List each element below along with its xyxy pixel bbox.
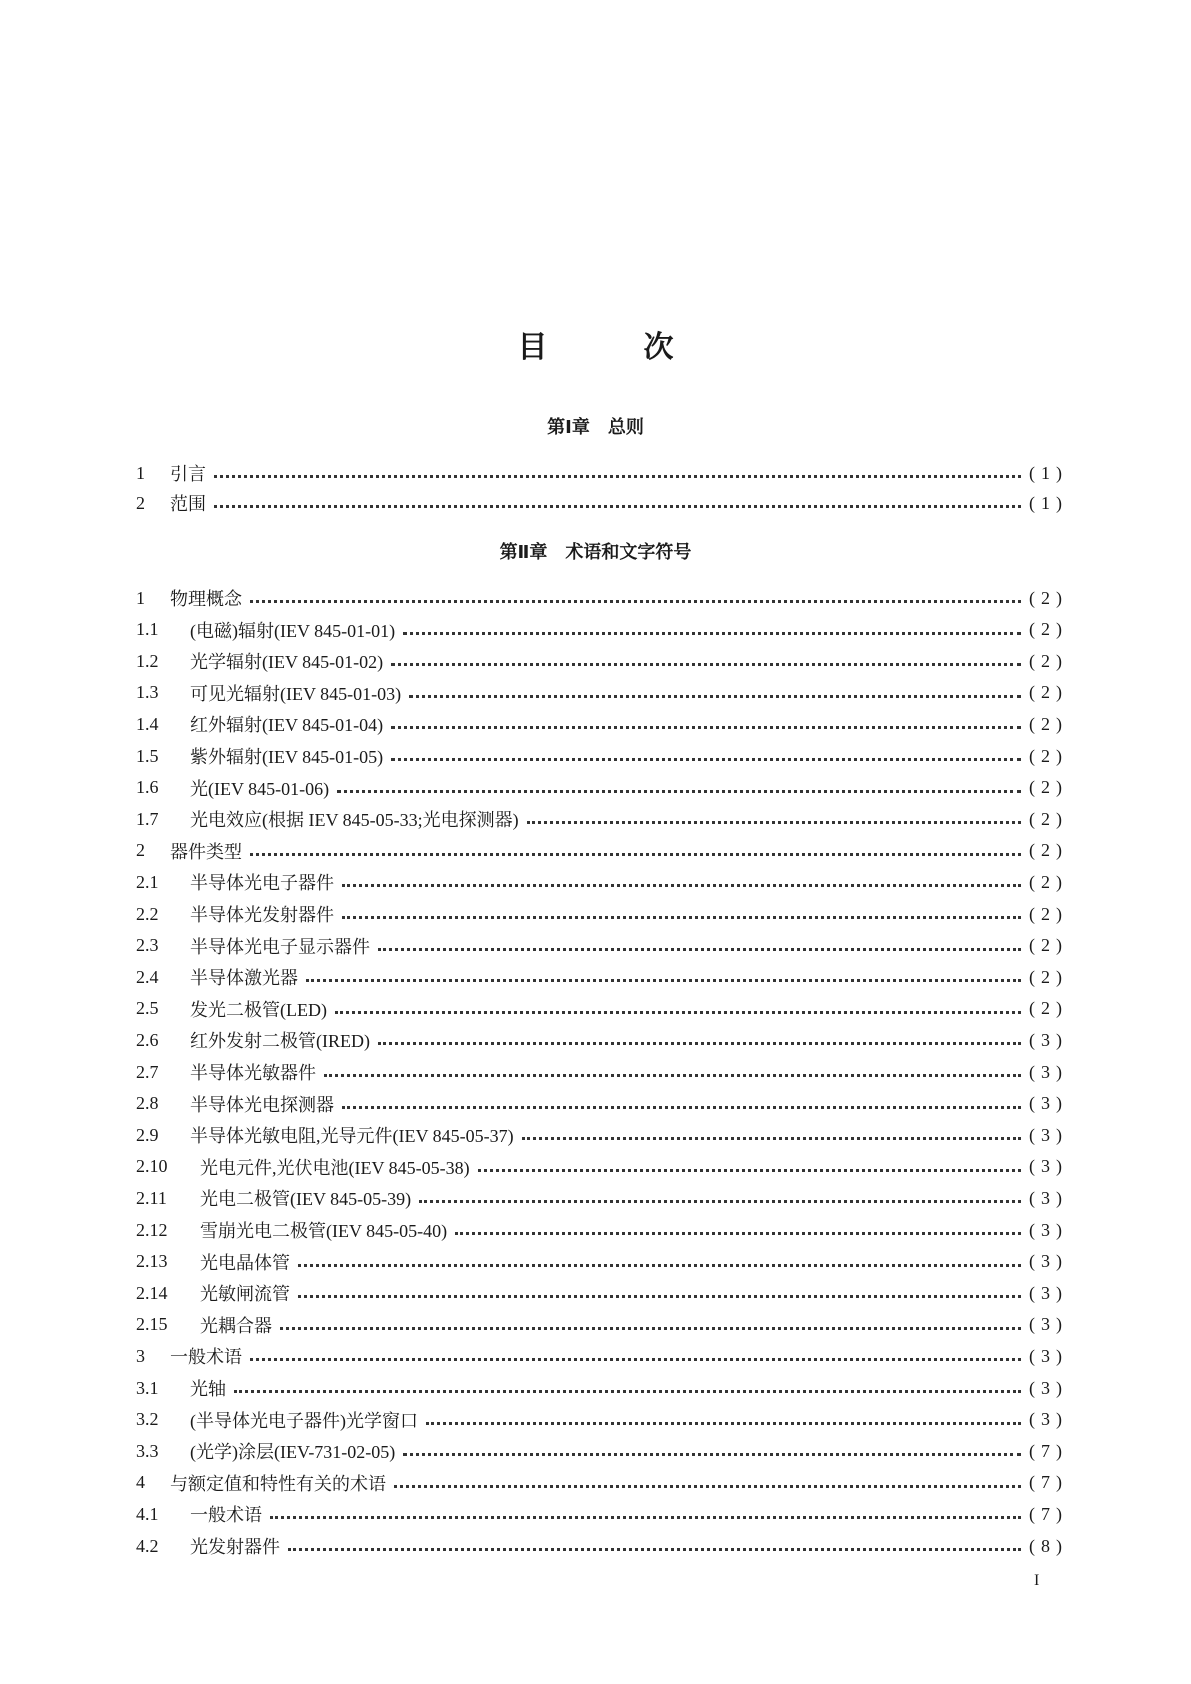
entry-page: (2) bbox=[1029, 777, 1068, 798]
dot-leader bbox=[250, 1343, 1021, 1369]
entry-page: (7) bbox=[1029, 1503, 1068, 1524]
toc-entry[interactable] bbox=[136, 1470, 1068, 1496]
entry-title: 与额定值和特性有关的术语 bbox=[170, 1473, 386, 1494]
dot-leader bbox=[478, 1154, 1021, 1180]
entry-page: (3) bbox=[1029, 1282, 1068, 1303]
toc-entry[interactable] bbox=[136, 460, 1068, 486]
entry-title: 半导体激光器 bbox=[190, 968, 298, 989]
chapter-heading: 第Ⅰ章 总则 bbox=[547, 417, 644, 438]
toc-entry[interactable] bbox=[136, 1343, 1068, 1369]
toc-entry[interactable] bbox=[136, 1501, 1068, 1527]
dot-leader bbox=[298, 1280, 1021, 1306]
dot-leader bbox=[270, 1501, 1021, 1527]
entry-title: 红外发射二极管(IRED) bbox=[190, 1031, 370, 1052]
entry-title: 光轴 bbox=[190, 1379, 226, 1399]
entry-title: 光(IEV 845-01-06) bbox=[190, 778, 330, 799]
entry-title: 一般术语 bbox=[190, 1505, 262, 1526]
entry-title: 半导体光电子显示器件 bbox=[190, 936, 370, 957]
toc-entry[interactable] bbox=[136, 1154, 1068, 1180]
entry-number: 2.11 bbox=[136, 1187, 167, 1208]
page-title bbox=[0, 322, 1191, 366]
toc-entry[interactable] bbox=[136, 838, 1068, 864]
dot-leader bbox=[391, 743, 1021, 769]
entry-page: (2) bbox=[1029, 619, 1068, 640]
dot-leader bbox=[250, 838, 1021, 864]
entry-number: 2.4 bbox=[136, 966, 159, 987]
entry-page: (7) bbox=[1029, 1440, 1068, 1461]
toc-entry[interactable] bbox=[136, 585, 1068, 611]
entry-title: 光敏闸流管 bbox=[200, 1284, 290, 1305]
dot-leader bbox=[342, 901, 1021, 927]
dot-leader bbox=[335, 996, 1021, 1022]
entry-number: 2.8 bbox=[136, 1093, 159, 1114]
title-char: 次 bbox=[643, 330, 674, 365]
toc-entry[interactable] bbox=[136, 1217, 1068, 1243]
dot-leader bbox=[342, 869, 1021, 895]
toc-entry[interactable] bbox=[136, 964, 1068, 990]
entry-title: 半导体光敏器件 bbox=[190, 1063, 316, 1083]
entry-number: 2.7 bbox=[136, 1061, 159, 1082]
dot-leader bbox=[280, 1312, 1021, 1338]
dot-leader bbox=[527, 806, 1021, 832]
entry-page: (1) bbox=[1029, 492, 1068, 513]
toc-entry[interactable] bbox=[136, 1375, 1068, 1401]
entry-title: 红外辐射(IEV 845-01-04) bbox=[190, 715, 384, 736]
entry-page: (3) bbox=[1029, 1345, 1068, 1366]
entry-page: (2) bbox=[1029, 745, 1068, 766]
entry-number: 3.3 bbox=[136, 1440, 159, 1461]
entry-number: 1.6 bbox=[136, 777, 159, 798]
entry-number: 2.1 bbox=[136, 871, 159, 892]
entry-number: 3 bbox=[136, 1345, 145, 1366]
entry-page: (2) bbox=[1029, 713, 1068, 734]
entry-page: (3) bbox=[1029, 1124, 1068, 1145]
entry-page: (3) bbox=[1029, 1061, 1068, 1082]
entry-number: 1.1 bbox=[136, 619, 159, 640]
entry-page: (2) bbox=[1029, 935, 1068, 956]
entry-title: 引言 bbox=[170, 464, 206, 484]
entry-title: (半导体光电子器件)光学窗口 bbox=[190, 1410, 418, 1431]
entry-number: 4.1 bbox=[136, 1503, 159, 1524]
toc-entry[interactable] bbox=[136, 743, 1068, 769]
toc-entry[interactable] bbox=[136, 1249, 1068, 1275]
entry-page: (2) bbox=[1029, 871, 1068, 892]
entry-number: 2.15 bbox=[136, 1314, 168, 1335]
dot-leader bbox=[342, 1091, 1021, 1117]
entry-number: 2.2 bbox=[136, 903, 159, 924]
entry-title: 物理概念 bbox=[170, 589, 242, 609]
entry-number: 2 bbox=[136, 492, 145, 513]
entry-title: 半导体光电探测器 bbox=[190, 1094, 334, 1115]
dot-leader bbox=[288, 1533, 1021, 1559]
entry-number: 2.3 bbox=[136, 935, 159, 956]
entry-number: 1.7 bbox=[136, 808, 159, 829]
dot-leader bbox=[214, 490, 1021, 516]
entry-number: 1 bbox=[136, 462, 145, 483]
entry-page: (3) bbox=[1029, 1093, 1068, 1114]
toc-entry[interactable] bbox=[136, 1059, 1068, 1085]
entry-number: 3.2 bbox=[136, 1409, 159, 1430]
entry-number: 2 bbox=[136, 840, 145, 861]
entry-title: 范围 bbox=[170, 494, 206, 514]
toc-entry[interactable] bbox=[136, 1091, 1068, 1117]
entry-title: 半导体光敏电阻,光导元件(IEV 845-05-37) bbox=[190, 1126, 514, 1147]
entry-title: 光学辐射(IEV 845-01-02) bbox=[190, 652, 384, 673]
entry-page: (3) bbox=[1029, 1029, 1068, 1050]
toc-entry[interactable] bbox=[136, 490, 1068, 516]
dot-leader bbox=[214, 460, 1021, 486]
dot-leader bbox=[234, 1375, 1021, 1401]
toc-entry[interactable] bbox=[136, 711, 1068, 737]
entry-title: 器件类型 bbox=[170, 841, 242, 862]
dot-leader bbox=[409, 680, 1021, 706]
toc-entry[interactable] bbox=[136, 775, 1068, 801]
toc-entry[interactable] bbox=[136, 680, 1068, 706]
dot-leader bbox=[403, 617, 1021, 643]
entry-page: (2) bbox=[1029, 966, 1068, 987]
dot-leader bbox=[337, 775, 1021, 801]
entry-number: 2.12 bbox=[136, 1219, 168, 1240]
dot-leader bbox=[394, 1470, 1021, 1496]
entry-number: 1.3 bbox=[136, 682, 159, 703]
toc-entry[interactable] bbox=[136, 869, 1068, 895]
entry-number: 2.14 bbox=[136, 1282, 168, 1303]
entry-page: (2) bbox=[1029, 808, 1068, 829]
entry-title: 半导体光发射器件 bbox=[190, 905, 334, 925]
entry-page: (2) bbox=[1029, 650, 1068, 671]
toc-entry[interactable] bbox=[136, 648, 1068, 674]
entry-page: (2) bbox=[1029, 840, 1068, 861]
toc-entry[interactable] bbox=[136, 1280, 1068, 1306]
dot-leader bbox=[455, 1217, 1021, 1243]
entry-page: (8) bbox=[1029, 1535, 1068, 1556]
page-number: I bbox=[1034, 1572, 1040, 1589]
entry-number: 2.10 bbox=[136, 1156, 168, 1177]
entry-number: 1.4 bbox=[136, 713, 159, 734]
dot-leader bbox=[403, 1438, 1021, 1464]
entry-page: (2) bbox=[1029, 682, 1068, 703]
entry-page: (1) bbox=[1029, 462, 1068, 483]
entry-page: (7) bbox=[1029, 1472, 1068, 1493]
entry-number: 2.6 bbox=[136, 1029, 159, 1050]
entry-title: 光电二极管(IEV 845-05-39) bbox=[200, 1189, 412, 1210]
dot-leader bbox=[306, 964, 1021, 990]
toc-entry[interactable] bbox=[136, 806, 1068, 832]
entry-number: 2.9 bbox=[136, 1124, 159, 1145]
entry-number: 1 bbox=[136, 587, 145, 608]
dot-leader bbox=[378, 933, 1021, 959]
dot-leader bbox=[324, 1059, 1021, 1085]
entry-number: 2.5 bbox=[136, 998, 159, 1019]
entry-number: 4.2 bbox=[136, 1535, 159, 1556]
dot-leader bbox=[522, 1122, 1021, 1148]
entry-title: (电磁)辐射(IEV 845-01-01) bbox=[190, 620, 396, 641]
toc-entry[interactable] bbox=[136, 617, 1068, 643]
entry-title: 半导体光电子器件 bbox=[190, 873, 334, 894]
entry-title: 光发射器件 bbox=[190, 1537, 280, 1557]
entry-title: 雪崩光电二极管(IEV 845-05-40) bbox=[200, 1221, 448, 1241]
dot-leader bbox=[419, 1185, 1021, 1211]
entry-number: 1.5 bbox=[136, 745, 159, 766]
toc-entry[interactable] bbox=[136, 1312, 1068, 1338]
entry-title: 可见光辐射(IEV 845-01-03) bbox=[190, 683, 402, 704]
entry-title: 光电晶体管 bbox=[200, 1252, 290, 1273]
toc-entry[interactable] bbox=[136, 1027, 1068, 1053]
entry-number: 2.13 bbox=[136, 1251, 168, 1272]
entry-page: (3) bbox=[1029, 1219, 1068, 1240]
entry-number: 4 bbox=[136, 1472, 145, 1493]
entry-page: (3) bbox=[1029, 1409, 1068, 1430]
entry-page: (3) bbox=[1029, 1377, 1068, 1398]
toc-entry[interactable] bbox=[136, 1185, 1068, 1211]
toc-entry[interactable] bbox=[136, 901, 1068, 927]
entry-title: 一般术语 bbox=[170, 1347, 242, 1368]
toc-entry[interactable] bbox=[136, 996, 1068, 1022]
entry-page: (3) bbox=[1029, 1156, 1068, 1177]
entry-title: 光电效应(根据 IEV 845-05-33;光电探测器) bbox=[190, 810, 519, 831]
entry-page: (2) bbox=[1029, 903, 1068, 924]
title-char: 目 bbox=[517, 330, 548, 365]
entry-title: 发光二极管(LED) bbox=[190, 999, 327, 1020]
toc-entry[interactable] bbox=[136, 1438, 1068, 1464]
chapter-heading: 第Ⅱ章 术语和文字符号 bbox=[499, 542, 692, 563]
dot-leader bbox=[378, 1027, 1021, 1053]
dot-leader bbox=[391, 648, 1021, 674]
entry-number: 1.2 bbox=[136, 650, 159, 671]
entry-title: 光电元件,光伏电池(IEV 845-05-38) bbox=[200, 1157, 470, 1178]
toc-entry[interactable] bbox=[136, 1122, 1068, 1148]
entry-page: (3) bbox=[1029, 1251, 1068, 1272]
dot-leader bbox=[250, 585, 1021, 611]
entry-title: (光学)涂层(IEV-731-02-05) bbox=[190, 1442, 396, 1463]
entry-page: (2) bbox=[1029, 587, 1068, 608]
entry-page: (3) bbox=[1029, 1187, 1068, 1208]
dot-leader bbox=[298, 1249, 1021, 1275]
toc-entry[interactable] bbox=[136, 933, 1068, 959]
toc-entry[interactable] bbox=[136, 1407, 1068, 1433]
dot-leader bbox=[391, 711, 1021, 737]
entry-title: 紫外辐射(IEV 845-01-05) bbox=[190, 747, 384, 767]
toc-entry[interactable] bbox=[136, 1533, 1068, 1559]
entry-page: (2) bbox=[1029, 998, 1068, 1019]
entry-title: 光耦合器 bbox=[200, 1315, 272, 1336]
dot-leader bbox=[426, 1407, 1021, 1433]
entry-number: 3.1 bbox=[136, 1377, 159, 1398]
entry-page: (3) bbox=[1029, 1314, 1068, 1335]
